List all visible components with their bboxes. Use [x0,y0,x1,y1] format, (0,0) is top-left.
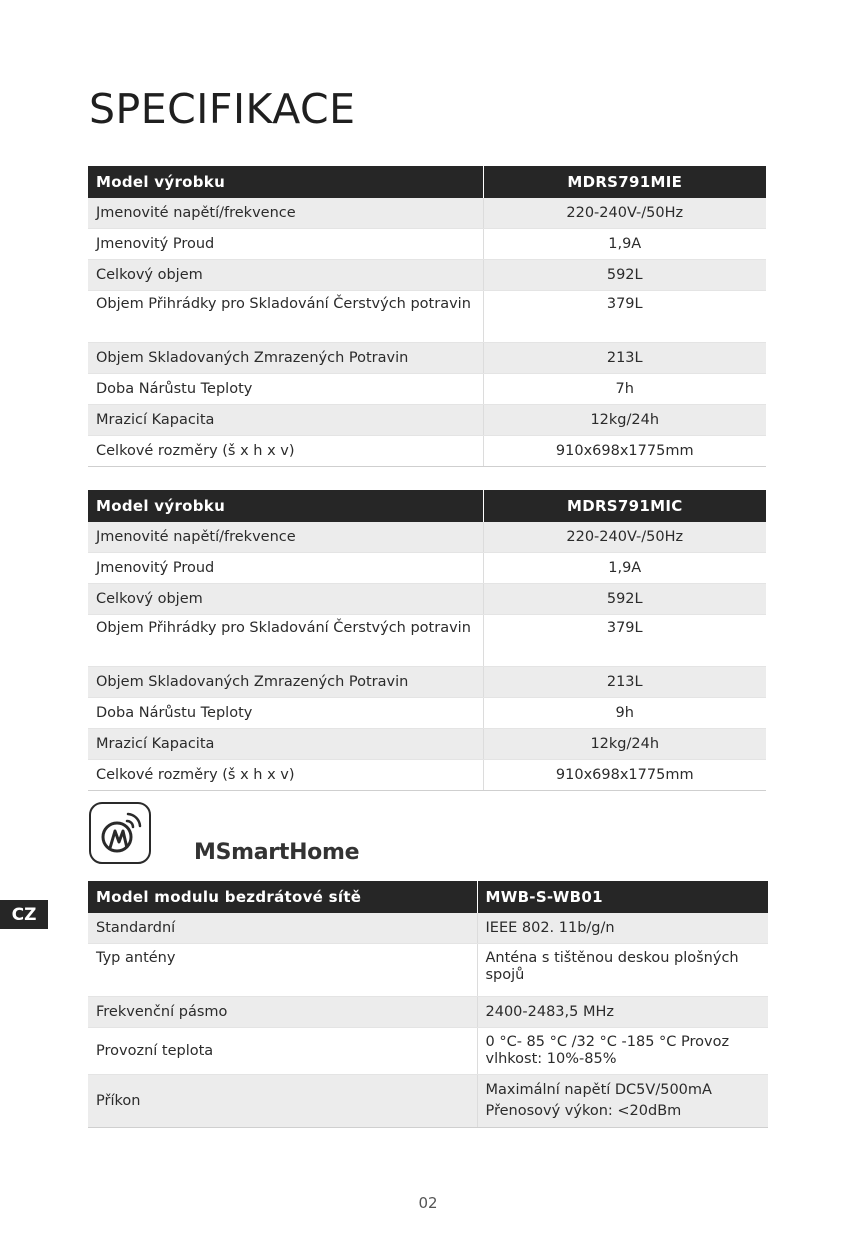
row-label: Jmenovitý Proud [88,229,483,260]
row-label: Doba Nárůstu Teploty [88,698,483,729]
header-model: MDRS791MIC [483,490,766,522]
wifi-module-table [88,881,768,1128]
spec-table-mdrs791mic [88,490,766,791]
row-value: 1,9A [483,553,766,584]
table-row [88,1075,768,1128]
row-label: Celkové rozměry (š x h x v) [88,760,483,791]
table-row [88,522,766,553]
header-model: MDRS791MIE [483,166,766,198]
table-row [88,760,766,791]
row-label: Frekvenční pásmo [88,997,477,1028]
header-label: Model výrobku [88,166,483,198]
table-header-row [88,881,768,913]
table-row [88,343,766,374]
header-label: Model modulu bezdrátové sítě [88,881,477,913]
table-row [88,436,766,467]
table-row [88,1028,768,1075]
row-label: Provozní teplota [88,1028,477,1075]
row-value: 1,9A [483,229,766,260]
header-label: Model výrobku [88,490,483,522]
row-label: Příkon [88,1075,477,1128]
row-label: Jmenovité napětí/frekvence [88,522,483,553]
row-value: 213L [483,667,766,698]
row-value: 592L [483,260,766,291]
table-row [88,584,766,615]
row-label: Mrazicí Kapacita [88,729,483,760]
table-row [88,615,766,667]
header-model: MWB-S-WB01 [477,881,768,913]
table-row [88,944,768,997]
table-row [88,229,766,260]
row-label: Objem Skladovaných Zmrazených Potravin [88,667,483,698]
row-label: Celkový objem [88,260,483,291]
table-row [88,729,766,760]
row-value-line1: Maximální napětí DC5V/500mA [485,1082,712,1098]
row-label: Objem Přihrádky pro Skladování Čerstvých potravin [88,291,483,343]
row-value: 2400-2483,5 MHz [477,997,768,1028]
row-value-line2: Přenosový výkon: <20dBm [485,1103,682,1119]
row-value: 910x698x1775mm [483,760,766,791]
row-label: Mrazicí Kapacita [88,405,483,436]
row-value: 7h [483,374,766,405]
table-header-row [88,166,766,198]
row-label: Objem Přihrádky pro Skladování Čerstvých potravin [88,615,483,667]
table-row [88,374,766,405]
row-value: 592L [483,584,766,615]
row-label: Jmenovité napětí/frekvence [88,198,483,229]
row-value: 220-240V-/50Hz [483,522,766,553]
page-title: SPECIFIKACE [89,85,356,133]
row-value: 213L [483,343,766,374]
spec-table-mdrs791mie [88,166,766,467]
row-label: Standardní [88,913,477,944]
table-row [88,553,766,584]
language-badge: CZ [0,900,48,929]
page-number: 02 [418,1194,438,1212]
row-value: 379L [483,615,766,667]
row-value: 220-240V-/50Hz [483,198,766,229]
table-row [88,698,766,729]
table-header-row [88,490,766,522]
row-value: 910x698x1775mm [483,436,766,467]
row-label: Typ antény [88,944,477,997]
row-value [477,1075,768,1128]
row-label: Celkové rozměry (š x h x v) [88,436,483,467]
table-row [88,260,766,291]
app-name: MSmartHome [194,840,360,865]
table-row [88,997,768,1028]
row-value: 12kg/24h [483,405,766,436]
row-value: IEEE 802. 11b/g/n [477,913,768,944]
row-value: 12kg/24h [483,729,766,760]
row-label: Celkový objem [88,584,483,615]
table-row [88,405,766,436]
table-row [88,913,768,944]
row-label: Objem Skladovaných Zmrazených Potravin [88,343,483,374]
row-value: 379L [483,291,766,343]
row-value: 0 °C- 85 °C /32 °C -185 °C Provoz vlhkost: 10%-85% [477,1028,768,1075]
row-label: Jmenovitý Proud [88,553,483,584]
table-row [88,667,766,698]
row-value: Anténa s tištěnou deskou plošných spojů [477,944,768,997]
table-row [88,198,766,229]
row-value: 9h [483,698,766,729]
row-label: Doba Nárůstu Teploty [88,374,483,405]
table-row [88,291,766,343]
msmarthome-logo-icon [89,802,151,864]
